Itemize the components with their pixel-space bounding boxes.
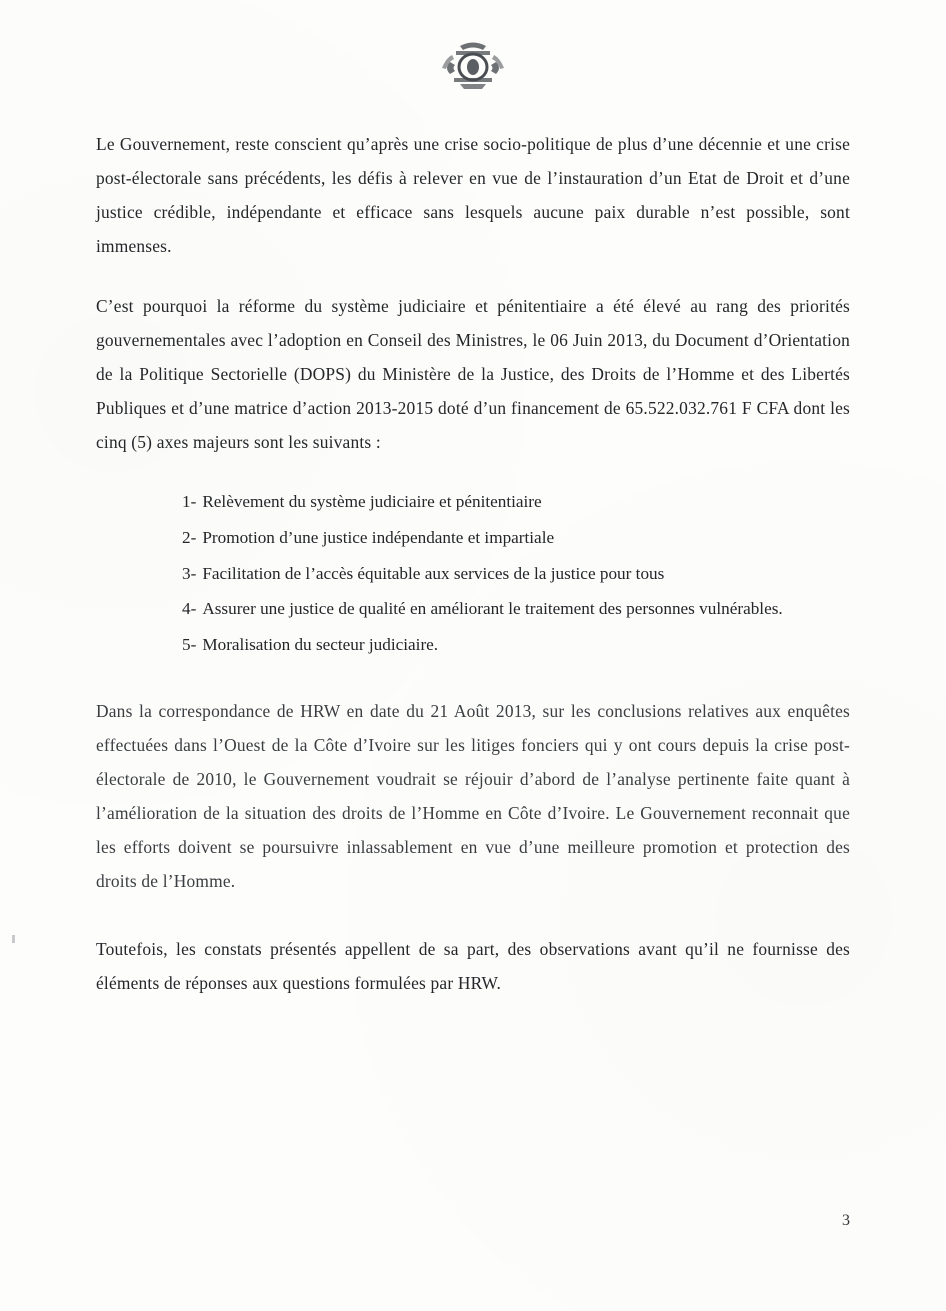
document-body [96,128,850,1027]
list-item [152,592,850,626]
list-item-label: Moralisation du secteur judiciaire. [202,634,439,654]
list-item-number: 2- [182,527,197,547]
paragraph-1: Le Gouvernement, reste conscient qu’après une crise socio-politique de plus d’une décennie et une crise post-électorale sans précédents, les défis à relever en vue de l’instauration d’un Etat de Droit et d’une justice crédible, indépendante et efficace sans lesquels aucune paix durable n’est possible, sont immenses. [96,134,850,256]
coat-of-arms-icon [0,38,946,100]
scan-artifact [12,935,15,943]
paragraph-4: Toutefois, les constats présentés appellent de sa part, des observations avant qu’il ne fournisse des éléments de réponses aux questions formulées par HRW. [96,938,850,993]
list-item-number: 1- [182,492,197,512]
page-number: 3 [842,1212,850,1229]
list-item-label: Relèvement du système judiciaire et pénitentiaire [202,492,542,512]
list-item-label: Facilitation de l’accès équitable aux services de la justice pour tous [202,563,665,583]
paragraph-2: C’est pourquoi la réforme du système judiciaire et pénitentiaire a été élevé au rang des priorités gouvernementales avec l’adoption en Conseil des Ministres, le 06 Juin 2013, du Document d’Orientation de la Politique Sectorielle (DOPS) du Ministère de la Justice, des Droits de l’Homme et des Libertés Publiques et d’une matrice d’action 2013-2015 doté d’un financement de 65.522.032.761 F CFA dont les cinq (5) axes majeurs sont les suivants : [96,295,850,452]
list-item-number: 5- [182,634,197,654]
list-item [152,557,850,591]
list-item-label: Promotion d’une justice indépendante et impartiale [202,527,555,547]
list-item-number: 4- [182,599,197,619]
list-item-label: Assurer une justice de qualité en améliorant le traitement des personnes vulnérables. [202,599,783,619]
list-item [152,628,850,662]
list-item-number: 3- [182,563,197,583]
axes-list [96,485,850,661]
paragraph-spacer [96,687,850,695]
paragraph-3: Dans la correspondance de HRW en date du 21 Août 2013, sur les conclusions relatives aux enquêtes effectuées dans l’Ouest de la Côte d’Ivoire sur les litiges fonciers qui y ont cours depuis la crise post-électorale de 2010, le Gouvernement voudrait se réjouir d’abord de l’analyse pertinente faite quant à l’amélioration de la situation des droits de l’Homme en Côte d’Ivoire. Le Gouvernement reconnait que les efforts doivent se poursuivre inlassablement en vue d’une meilleure promotion et protection des droits de l’Homme. [96,701,850,891]
list-item [152,521,850,555]
list-item [152,485,850,519]
paragraph-spacer [96,925,850,933]
